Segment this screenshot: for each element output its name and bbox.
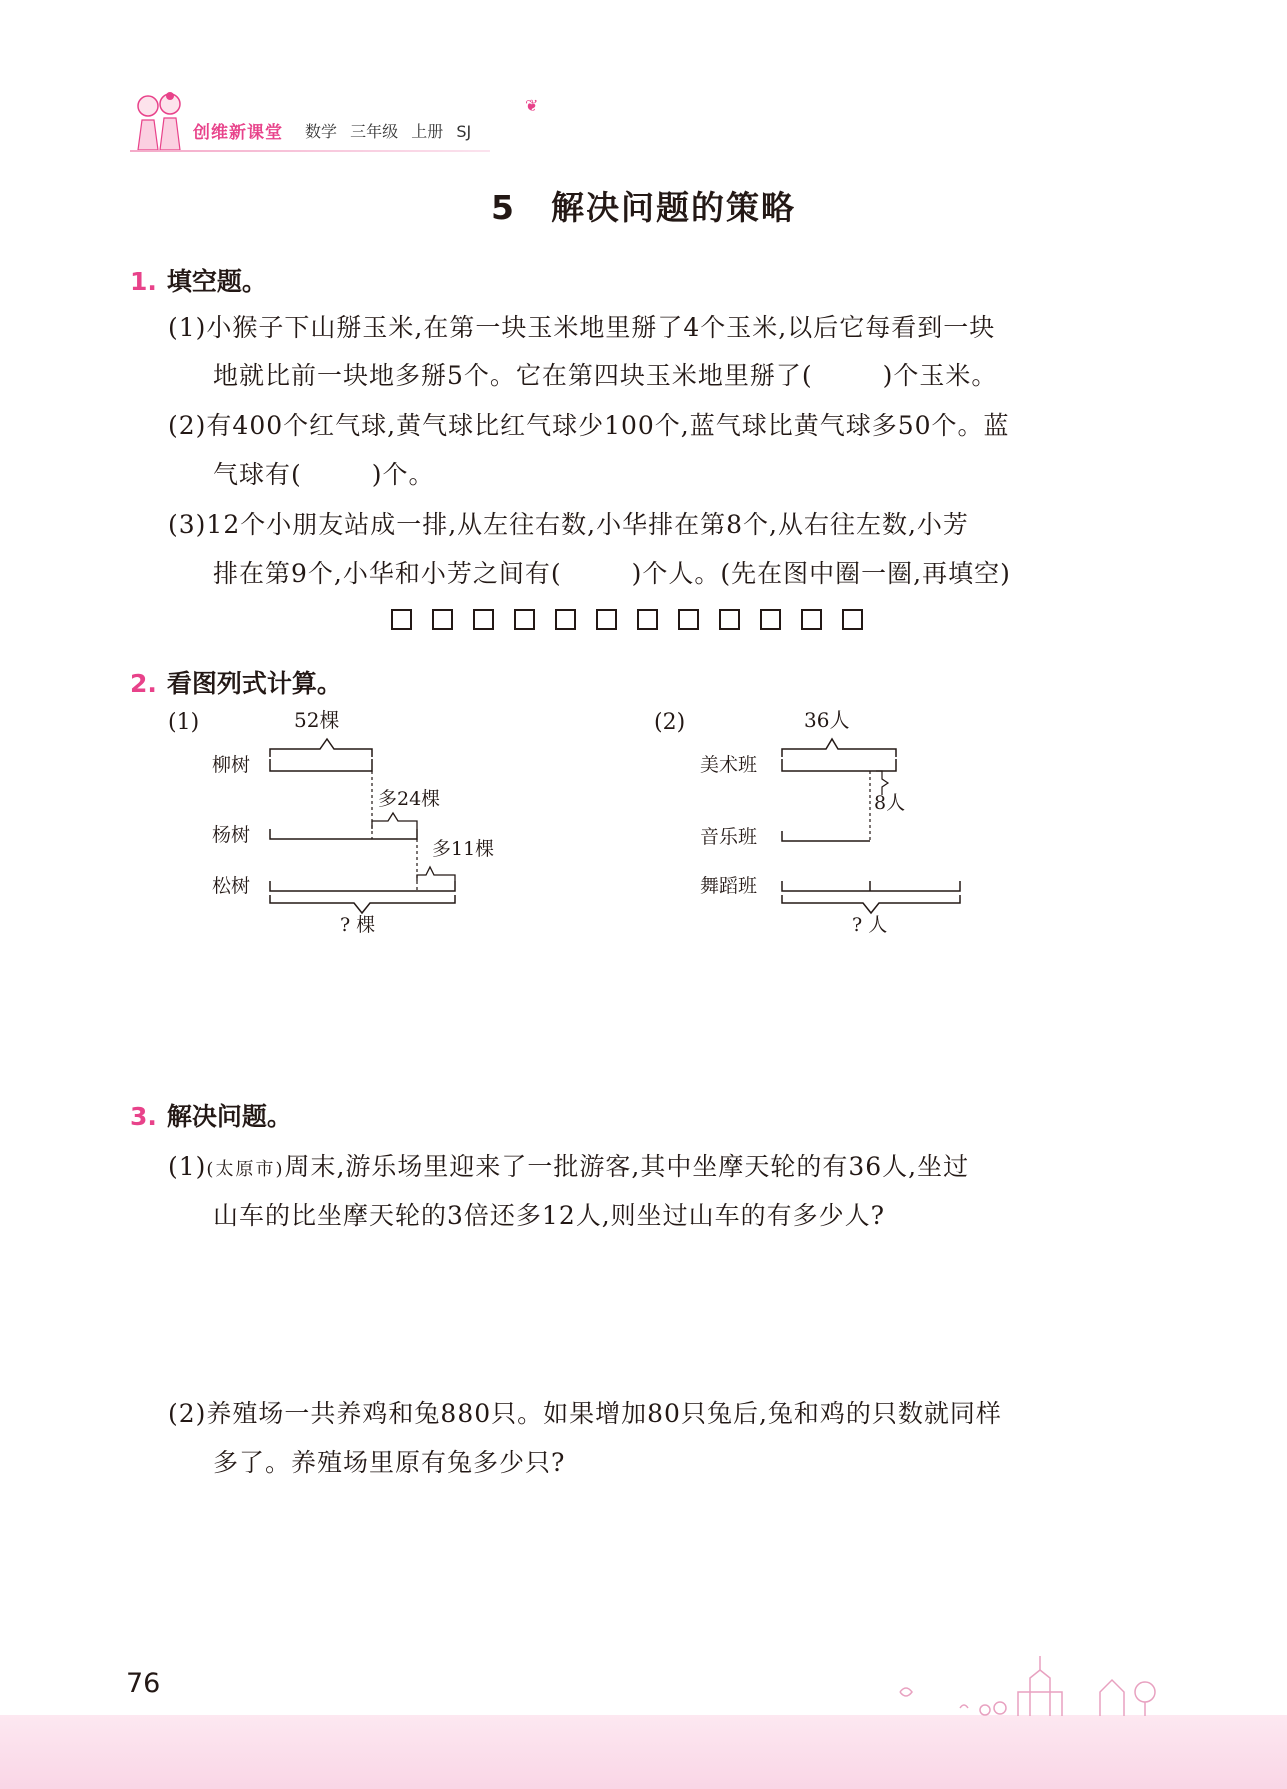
q2-text-a: 气球有(: [213, 460, 302, 489]
q3-text-b: )个人。(先在图中圈一圈,再填空): [631, 559, 1011, 588]
q2-line2: [213, 455, 435, 491]
section-label: 看图列式计算。: [166, 669, 342, 698]
q1-line2: [213, 356, 997, 392]
diagram-1-top-label: 52棵: [294, 708, 340, 732]
subject: 数学: [305, 122, 338, 141]
poplar-bar: [270, 829, 417, 839]
header-divider: [130, 150, 490, 152]
child-box[interactable]: [842, 609, 863, 630]
castle-decoration-icon: [880, 1648, 1180, 1722]
diagram-1: [160, 705, 530, 945]
child-box[interactable]: [473, 609, 494, 630]
q3-line1: (3)12个小朋友站成一排,从左往右数,小华排在第8个,从右往左数,小芳: [168, 510, 969, 539]
q2-text-b: )个。: [371, 460, 435, 489]
brand-name: 创维新课堂: [193, 123, 283, 143]
pine-bar: [270, 881, 455, 891]
art-bar: [782, 759, 896, 771]
section-label: 解决问题。: [166, 1102, 292, 1131]
p1-prefix: (1): [168, 1152, 207, 1181]
section-2-heading: [130, 664, 342, 700]
children-boxes: [391, 609, 863, 630]
child-box[interactable]: [801, 609, 822, 630]
top-brace: [270, 739, 372, 757]
p1-text: 周末,游乐场里迎来了一批游客,其中坐摩天轮的有36人,坐过: [284, 1152, 970, 1181]
q1-line1: (1)小猴子下山掰玉米,在第一块玉米地里掰了4个玉米,以后它每看到一块: [168, 313, 996, 342]
p2-line2: 多了。养殖场里原有兔多少只?: [213, 1448, 566, 1477]
more-brace-2: [417, 867, 455, 881]
child-box[interactable]: [514, 609, 535, 630]
child-box[interactable]: [432, 609, 453, 630]
diff-label: 8人: [874, 792, 906, 814]
p1-line2: 山车的比坐摩天轮的3倍还多12人,则坐过山车的有多少人?: [213, 1201, 886, 1230]
row-label-willow: 柳树: [212, 754, 251, 776]
child-box[interactable]: [555, 609, 576, 630]
child-box[interactable]: [596, 609, 617, 630]
section-1-heading: [130, 262, 267, 298]
edition: SJ: [456, 122, 472, 141]
section-number: 1.: [130, 267, 157, 296]
row-label-pine: 松树: [212, 875, 251, 897]
p1-source-tag: (太原市): [206, 1159, 285, 1180]
row-label-dance: 舞蹈班: [700, 875, 758, 897]
section-label: 填空题。: [166, 267, 267, 296]
diagram-1-total: ? 棵: [340, 914, 376, 936]
page-number: 76: [126, 1668, 161, 1699]
child-box[interactable]: [391, 609, 412, 630]
footer-band: [0, 1715, 1287, 1789]
more-label-2: 多11棵: [432, 838, 495, 860]
butterfly-icon: ❦: [525, 96, 539, 115]
subject-info: [305, 119, 479, 142]
bottom-brace: [782, 895, 960, 913]
q1-text-a: 地就比前一块地多掰5个。它在第四块玉米地里掰了(: [213, 361, 813, 390]
p2-line1: (2)养殖场一共养鸡和兔880只。如果增加80只兔后,兔和鸡的只数就同样: [168, 1399, 1002, 1428]
diagram-1-number: (1): [168, 710, 200, 735]
child-box[interactable]: [678, 609, 699, 630]
q3-line2: [213, 554, 1011, 590]
volume: 上册: [411, 122, 444, 141]
section-3-heading: [130, 1097, 292, 1133]
kids-icon: [126, 88, 190, 152]
diagram-2-number: (2): [654, 710, 686, 735]
diagram-2-total: ? 人: [852, 914, 888, 936]
bottom-brace: [270, 895, 455, 913]
more-brace-1: [372, 813, 417, 829]
p1-line1: [168, 1147, 969, 1183]
more-label-1: 多24棵: [378, 788, 441, 810]
willow-bar: [270, 759, 372, 771]
child-box[interactable]: [637, 609, 658, 630]
diagram-2: [650, 705, 980, 945]
diagram-2-top-label: 36人: [804, 708, 850, 732]
q3-text-a: 排在第9个,小华和小芳之间有(: [213, 559, 562, 588]
header-illustration: [126, 88, 190, 152]
section-number: 2.: [130, 669, 157, 698]
q2-line1: (2)有400个红气球,黄气球比红气球少100个,蓝气球比黄气球多50个。蓝: [168, 411, 1010, 440]
row-label-poplar: 杨树: [212, 824, 251, 846]
page-title: 5 解决问题的策略: [491, 188, 796, 227]
top-brace: [782, 739, 896, 757]
grade: 三年级: [350, 122, 399, 141]
dance-bar: [782, 881, 960, 891]
child-box[interactable]: [719, 609, 740, 630]
row-label-art: 美术班: [700, 754, 758, 776]
row-label-music: 音乐班: [700, 826, 758, 848]
section-number: 3.: [130, 1102, 157, 1131]
child-box[interactable]: [760, 609, 781, 630]
music-bar: [782, 831, 870, 841]
q1-text-b: )个玉米。: [882, 361, 998, 390]
